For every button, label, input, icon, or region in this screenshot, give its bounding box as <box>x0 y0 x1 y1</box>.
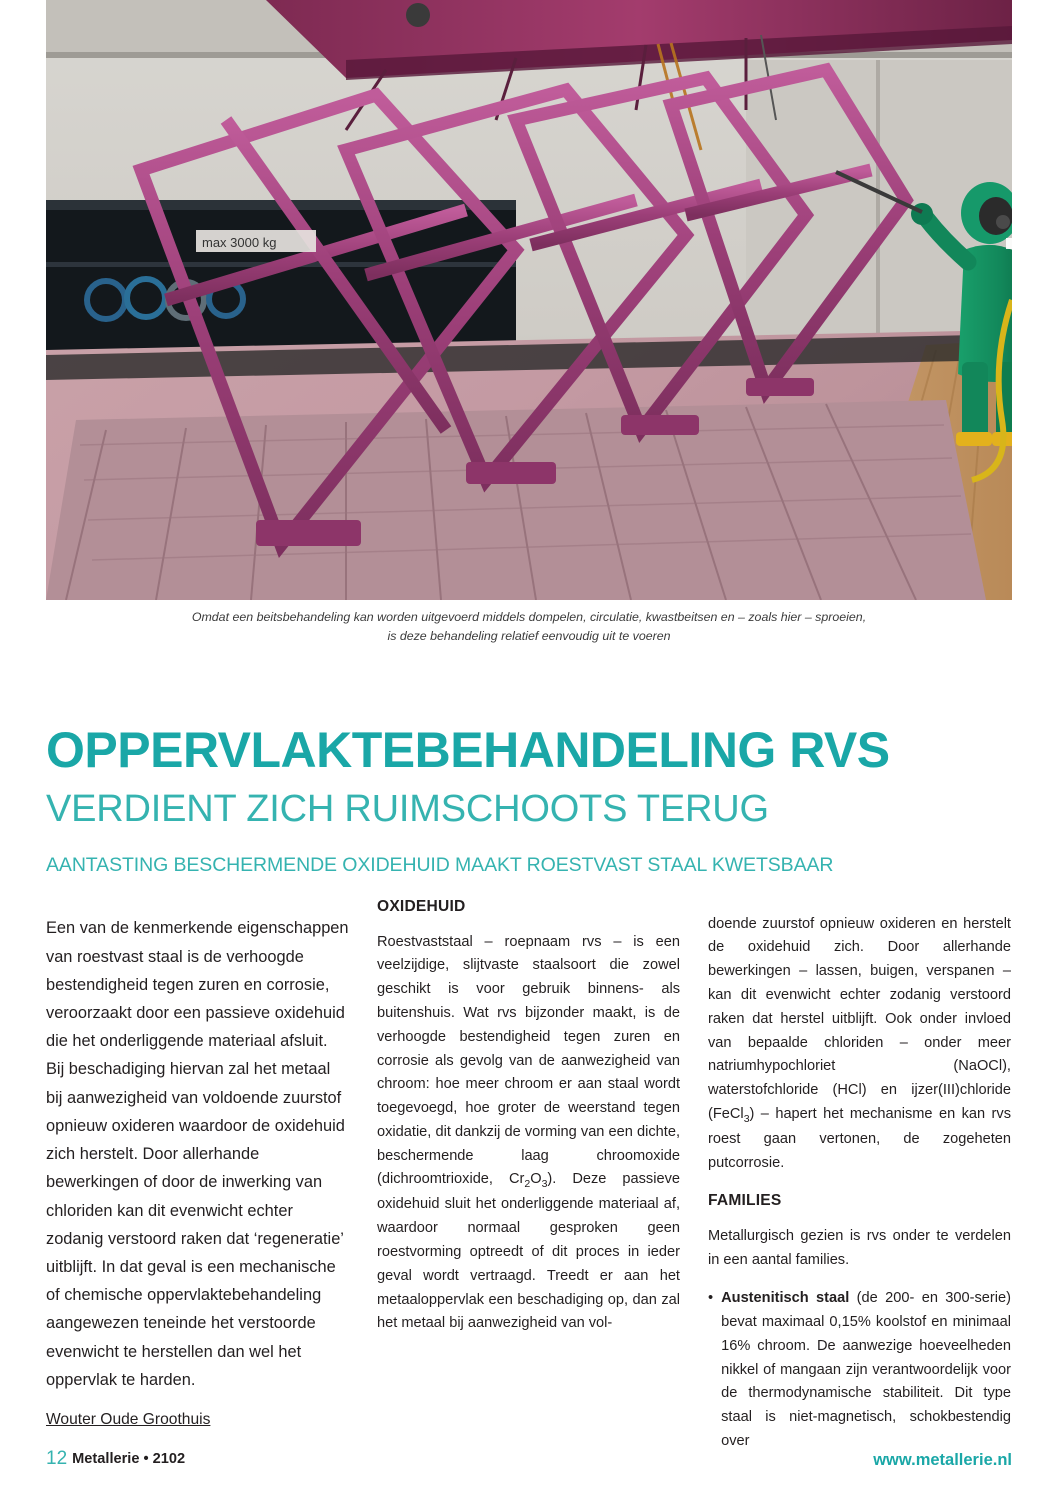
paragraph-oxidehuid-part-2: O <box>530 1171 542 1188</box>
paragraph-oxidehuid-part-3: ). Deze passieve oxidehuid sluit het onderliggende materiaal af, waardoor normaal gesproken geen roestvorming optreedt of dit proces in ieder geval wordt vertraagd. Treedt er aan het metaaloppervlak een beschadiging op, dan zal het metaal bij aanwezigheid van vol- <box>377 1171 680 1332</box>
article-subtitle: VERDIENT ZICH RUIMSCHOOTS TERUG <box>46 787 769 830</box>
hero-photo-illustration <box>46 0 1012 600</box>
list-item-description: (de 200- en 300-serie) bevat maximaal 0,15% koolstof en minimaal 16% chroom. De aanwezige hoeveelheden nikkel of mangaan zijn verantwoordelijk voor de thermodynamische stabiliteit. Dit type staal is niet-magnetisch, schokbestendig over <box>721 1290 1011 1449</box>
article-title: OPPERVLAKTEBEHANDELING RVS <box>46 721 890 778</box>
website-link[interactable]: www.metallerie.nl <box>873 1451 1012 1469</box>
formula-subscript-1: 2 <box>524 1178 531 1191</box>
list-item <box>708 1287 1011 1453</box>
svg-text:max 3000 kg: max 3000 kg <box>202 235 277 250</box>
article-hero-photo <box>46 0 1012 600</box>
paragraph-oxidehuid-cont <box>708 913 1011 1176</box>
page-number: 12 <box>46 1448 68 1469</box>
paragraph-oxidehuid <box>377 931 680 1337</box>
formula-subscript-2: 3 <box>541 1178 548 1191</box>
publication-label: Metallerie • 2102 <box>72 1451 186 1467</box>
paragraph-oxidehuid-part-1: Roestvaststaal – roepnaam rvs – is een veelzijdige, slijtvaste staalsoort die zowel geschikt is voor gebruik binnens- als buitenshuis. Wat rvs bijzonder maakt, is de verhoogde bestendigheid tegen zuren en corrosie als gevolg van de aanwezigheid van chroom: hoe meer chroom er aan staal wordt toegevoegd, hoe groter de weerstand tegen oxidatie, dit dankzij de vorming van een dichte, beschermende laag chroomoxide (dichroomtrioxide, Cr <box>377 933 680 1188</box>
lead-paragraph: Een van de kenmerkende eigenschappen van roestvast staal is de verhoogde bestendigheid tegen zuren en corrosie, veroorzaakt door een passieve oxidehuid die het onderliggende materiaal afsluit. Bij beschadiging hiervan zal het metaal bij aanwezigheid van voldoende zuurstof opnieuw oxideren waardoor de oxidehuid zich herstelt. Door allerhande bewerkingen of door de inwerking van chloriden kan dit evenwicht echter zodanig verstoord raken dat ‘regeneratie’ uitblijft. In dat geval is een mechanische of chemische oppervlaktebehandeling aangewezen teneinde het verstoorde evenwicht te herstellen dan wel het oppervlak te harden. <box>46 919 349 1389</box>
paragraph-families: Metallurgisch gezien is rvs onder te verdelen in een aantal families. <box>708 1228 1011 1268</box>
formula-subscript-3: 3 <box>743 1112 750 1125</box>
photo-caption-line-1: Omdat een beitsbehandeling kan worden uitgevoerd middels dompelen, circulatie, kwastbeitsen en – zoals hier – sproeien, <box>191 610 867 624</box>
photo-caption-line-2: is deze behandeling relatief eenvoudig uit te voeren <box>387 629 671 644</box>
paragraph-cont-part-1: doende zuurstof opnieuw oxideren en herstelt de oxidehuid zich. Door allerhande bewerkingen – lassen, buigen, verspanen – kan dit evenwicht echter zodanig verstoord raken dat herstel uitblijft. Ook onder invloed van bepaalde chloriden – onder meer natriumhypochloriet (NaOCl), waterstofchloride (HCl) en ijzer(III)chloride (FeCl <box>708 915 1011 1122</box>
section-heading-families: FAMILIES <box>708 1192 782 1210</box>
list-item-text <box>721 1287 1011 1453</box>
paragraph-cont-part-2: ) – hapert het mechanisme en kan rvs roest gaan vertonen, de zogeheten putcorrosie. <box>708 1105 1011 1171</box>
article-kicker: AANTASTING BESCHERMENDE OXIDEHUID MAAKT ROESTVAST STAAL KWETSBAAR <box>46 853 834 876</box>
column-middle <box>377 898 680 1438</box>
photo-caption <box>46 608 1012 646</box>
footer-left <box>46 1448 185 1470</box>
article-columns <box>46 898 1012 1449</box>
column-right <box>708 898 1011 1449</box>
list-item-term: Austenitisch staal <box>721 1290 850 1307</box>
author-byline: Wouter Oude Groothuis <box>46 1410 211 1428</box>
section-heading-oxidehuid: OXIDEHUID <box>377 898 466 915</box>
column-left <box>46 898 349 1438</box>
bullet-marker: • <box>708 1290 714 1307</box>
